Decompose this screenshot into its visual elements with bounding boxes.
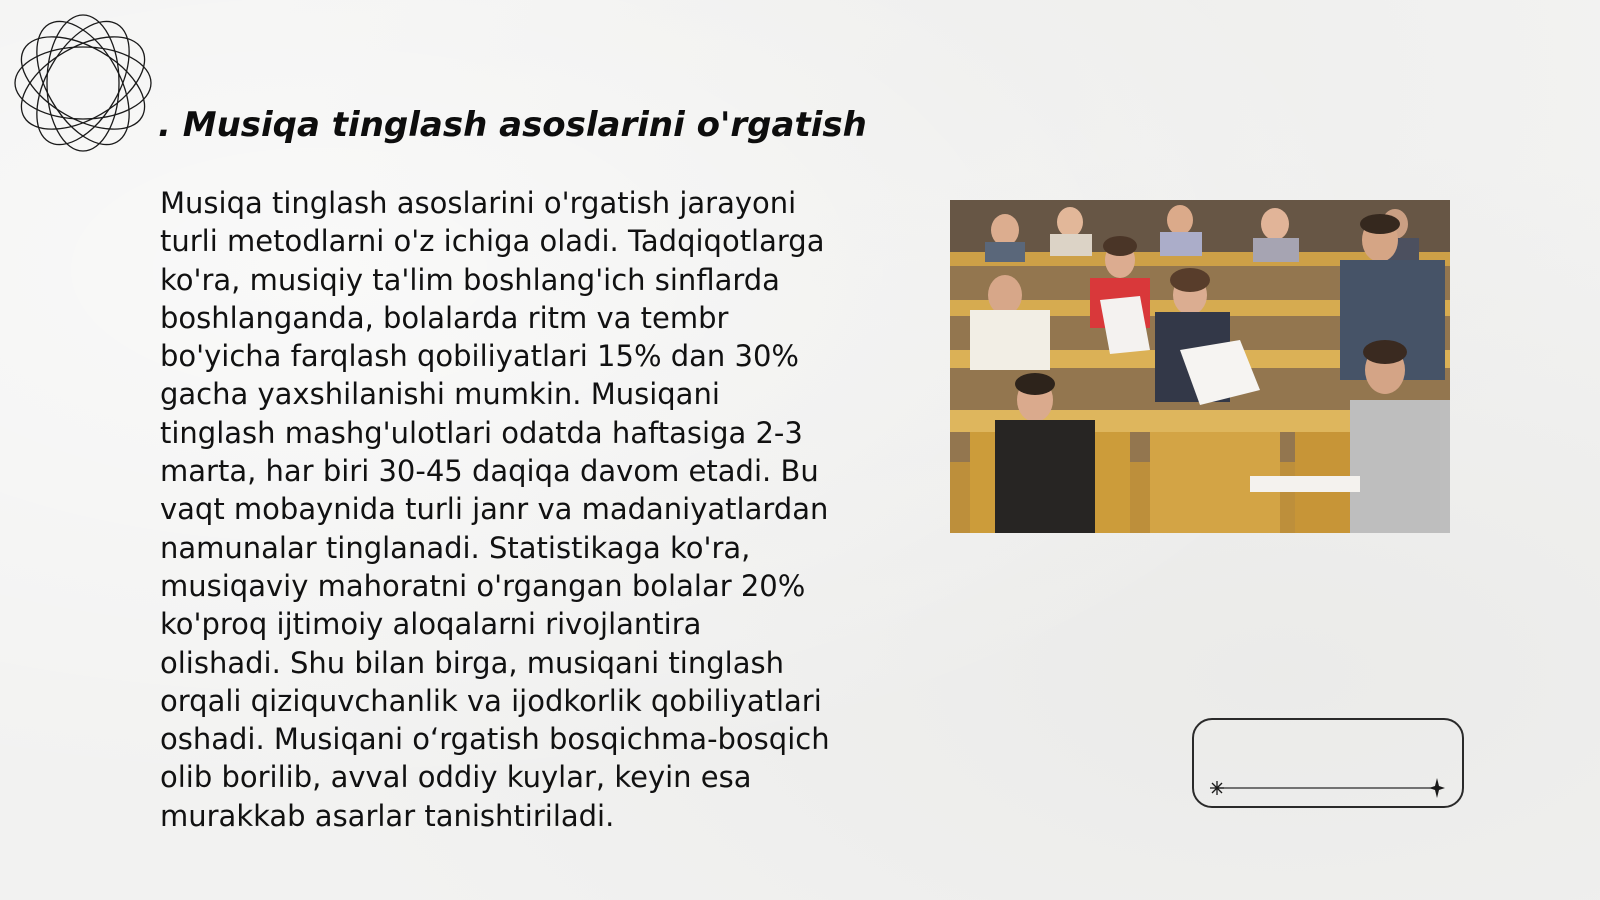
slide-body-text: Musiqa tinglash asoslarini o'rgatish jarayoni turli metodlarni o'z ichiga oladi. Tadqiqotlarga ko'ra, musiqiy ta'lim boshlang'ich sinflarda boshlanganda, bolalarda ritm va tembr bo'yicha farqlash qobiliyatlari 15% dan 30% gacha yaxshilanishi mumkin. Musiqani tinglash mashg'ulotlari odatda haftasiga 2-3 marta, har biri 30-45 daqiqa davom etadi. Bu vaqt mobaynida turli janr va madaniyatlardan namunalar tinglanadi. Statistikaga ko'ra, musiqaviy mahoratni o'rgangan bolalar 20% ko'proq ijtimoiy aloqalarni rivojlantira olishadi. Shu bilan birga, musiqani tinglash orqali qiziquvchanlik va ijodkorlik qobiliyatlari oshadi. Musiqani o‘rgatish bosqichma-bosqich olib borilib, avval oddiy kuylar, keyin esa murakkab asarlar tanishtiriladi.: [160, 186, 830, 833]
decorative-divider: [1205, 778, 1445, 798]
sparkle-star-icon: [1210, 781, 1224, 795]
orbital-rings-logo-icon: [10, 10, 156, 156]
four-point-star-icon: [1429, 778, 1445, 798]
classroom-photo: [950, 200, 1450, 533]
slide-title: . Musiqa tinglash asoslarini o'rgatish: [158, 105, 867, 145]
